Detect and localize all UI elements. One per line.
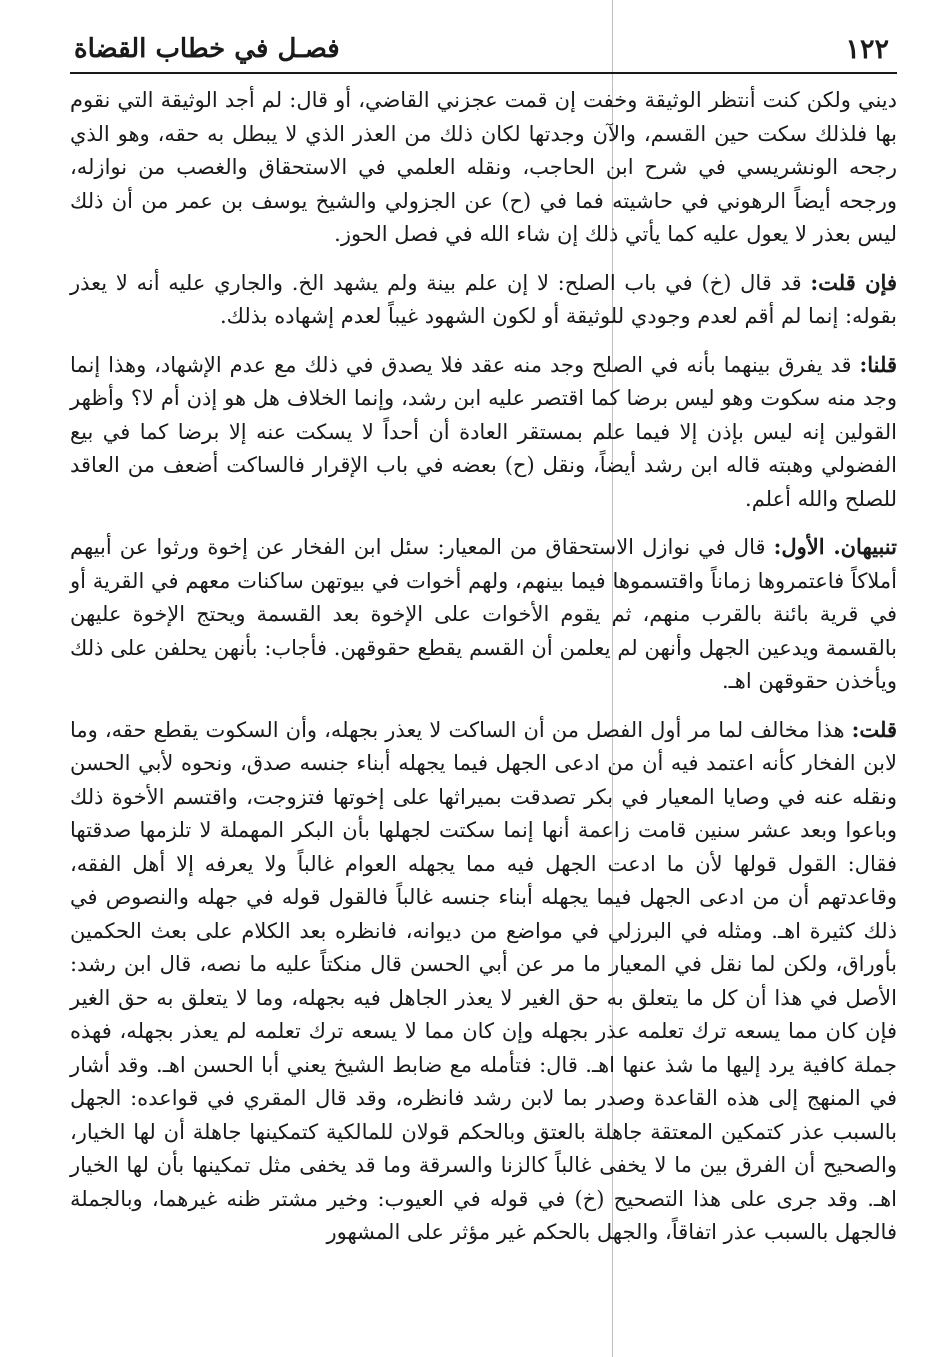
paragraph-2-lead: فإن قلت: [810,269,897,295]
paragraph-3-text: قد يفرق بينهما بأنه في الصلح وجد منه عقد فلا يصدق في ذلك مع عدم الإشهاد، وهذا إنما وجد منه سكوت وهو ليس برضا كما اقتصر عليه ابن رشد، وإنما الخلاف هل هو إذن أم لا؟ وأظهر القولين إنه ليس بإذن إلا فيما علم بمستقر العادة أن أحداً لا يسكت عنه إلا برضا كما في بيع الفضولي وهبته قاله ابن رشد أيضاً، ونقل (ح) بعضه في باب الإقرار فالساكت أضعف من العاقد للصلح والله أعلم. [70,352,897,511]
paragraph-1 [70,84,897,252]
paragraph-3 [70,348,897,517]
page-header [70,30,897,74]
paragraph-5-text: هذا مخالف لما مر أول الفصل من أن الساكت لا يعذر بجهله، وأن السكوت يقطع حقه، وما لابن الفخار كأنه اعتمد فيه أن من ادعى الجهل فيما يجهله أبناء جنسه صدق، ونحوه لأبي الحسن ونقله عنه في وصايا المعيار في بكر تصدقت بميراثها على إخوتها فتزوجت، واقتسم الأخوة ذلك وباعوا وبعد عشر سنين قامت زاعمة أنها إنما سكتت لجهلها بأن البكر المهملة لا تلزمها صدقتها فقال: القول قولها لأن ما ادعت الجهل فيه مما يجهله العوام غالباً ولا يعرفه إلا أهل الفقه، وقاعدتهم أن من ادعى الجهل فيما يجهله أبناء جنسه غالباً فالقول قوله في جهله والنصوص في ذلك كثيرة اهـ. ومثله في البرزلي في مواضع من ديوانه، فانظره بعد الكلام على بعث الحكمين بأوراق، ولكن لما نقل في المعيار ما مر عن أبي الحسن قال منكتاً عليه ما نصه، قال ابن رشد: الأصل في هذا أن كل ما يتعلق به حق الغير لا يعذر الجاهل فيه بجهله، وما لا يتعلق به حق الغير فإن كان مما يسعه ترك تعلمه عذر بجهله وإن كان مما لا يسعه ترك تعلمه لم يعذر بجهله، فهذه جملة كافية يرد إليها ما شذ عنها اهـ. قال: فتأمله مع ضابط الشيخ يعني أبا الحسن اهـ. وقد أشار في المنهج إلى هذه القاعدة وصدر بما لابن رشد فانظره، وقد قال المقري في قواعده: الجهل بالسبب عذر كتمكين المعتقة جاهلة بالعتق وبالحكم قولان للمالكية كتمكينها جاهلة أن لها الخيار، والصحيح أن الفرق بين ما لا يخفى غالباً كالزنا والسرقة وما قد يخفى مثل تمكينها بأن لها الخيار اهـ. وقد جرى على هذا التصحيح (خ) في قوله في العيوب: وخير مشتر ظنه غيرهما، وبالجملة فالجهل بالسبب عذر اتفاقاً، والجهل بالحكم غير مؤثر على المشهور [70,717,897,1244]
paragraph-4-lead: تنبيهان. الأول: [773,534,897,559]
paragraph-5 [70,713,897,1250]
running-title: فصـل في خطاب القضاة [74,34,340,64]
paragraph-2 [70,266,897,334]
paragraph-4 [70,530,897,699]
body-text [70,84,897,1250]
paragraph-4-text: قال في نوازل الاستحقاق من المعيار: سئل ابن الفخار عن إخوة ورثوا عن أبيهم أملاكاً فاعتمروها زماناً واقتسموها فيما بينهم، ولهم أخوات في بيوتهن ساكنات معهم في القرية أو في قرية بائنة بالقرب منهم، ثم يقوم الأخوات على الإخوة بعد القسمة ويحتج الإخوة عليهن بالقسمة ويدعين الجهل وأنهن لم يعلمن أن القسم يقطع حقوقهن. فأجاب: بأنهن يحلفن على ذلك ويأخذن حقوقهن اهـ. [70,535,897,693]
paragraph-2-text: قد قال (خ) في باب الصلح: لا إن علم بينة ولم يشهد الخ. والجاري عليه أنه لا يعذر بقوله: إنما لم أقم لعدم وجودي للوثيقة أو لكون الشهود غيباً لعدم إشهاده بذلك. [70,270,897,328]
paragraph-3-lead: قلنا: [859,351,897,377]
page-number: ١٢٢ [845,34,889,65]
scan-fold-line [612,0,613,1357]
paragraph-5-lead: قلت: [851,716,897,742]
paragraph-1-text: ديني ولكن كنت أنتظر الوثيقة وخفت إن قمت عجزني القاضي، أو قال: لم أجد الوثيقة التي نقوم بها فلذلك سكت حين القسم، والآن وجدتها لكان ذلك من العذر الذي لا يبطل به حقه، وهو الذي رجحه الونشريسي في شرح ابن الحاجب، ونقله العلمي في الاستحقاق والغصب من نوازله، ورجحه أيضاً الرهوني في حاشيته فما في (ح) عن الجزولي والشيخ يوسف بن عمر من أن ذلك ليس بعذر لا يعول عليه كما يأتي ذلك إن شاء الله في فصل الحوز. [70,88,897,246]
